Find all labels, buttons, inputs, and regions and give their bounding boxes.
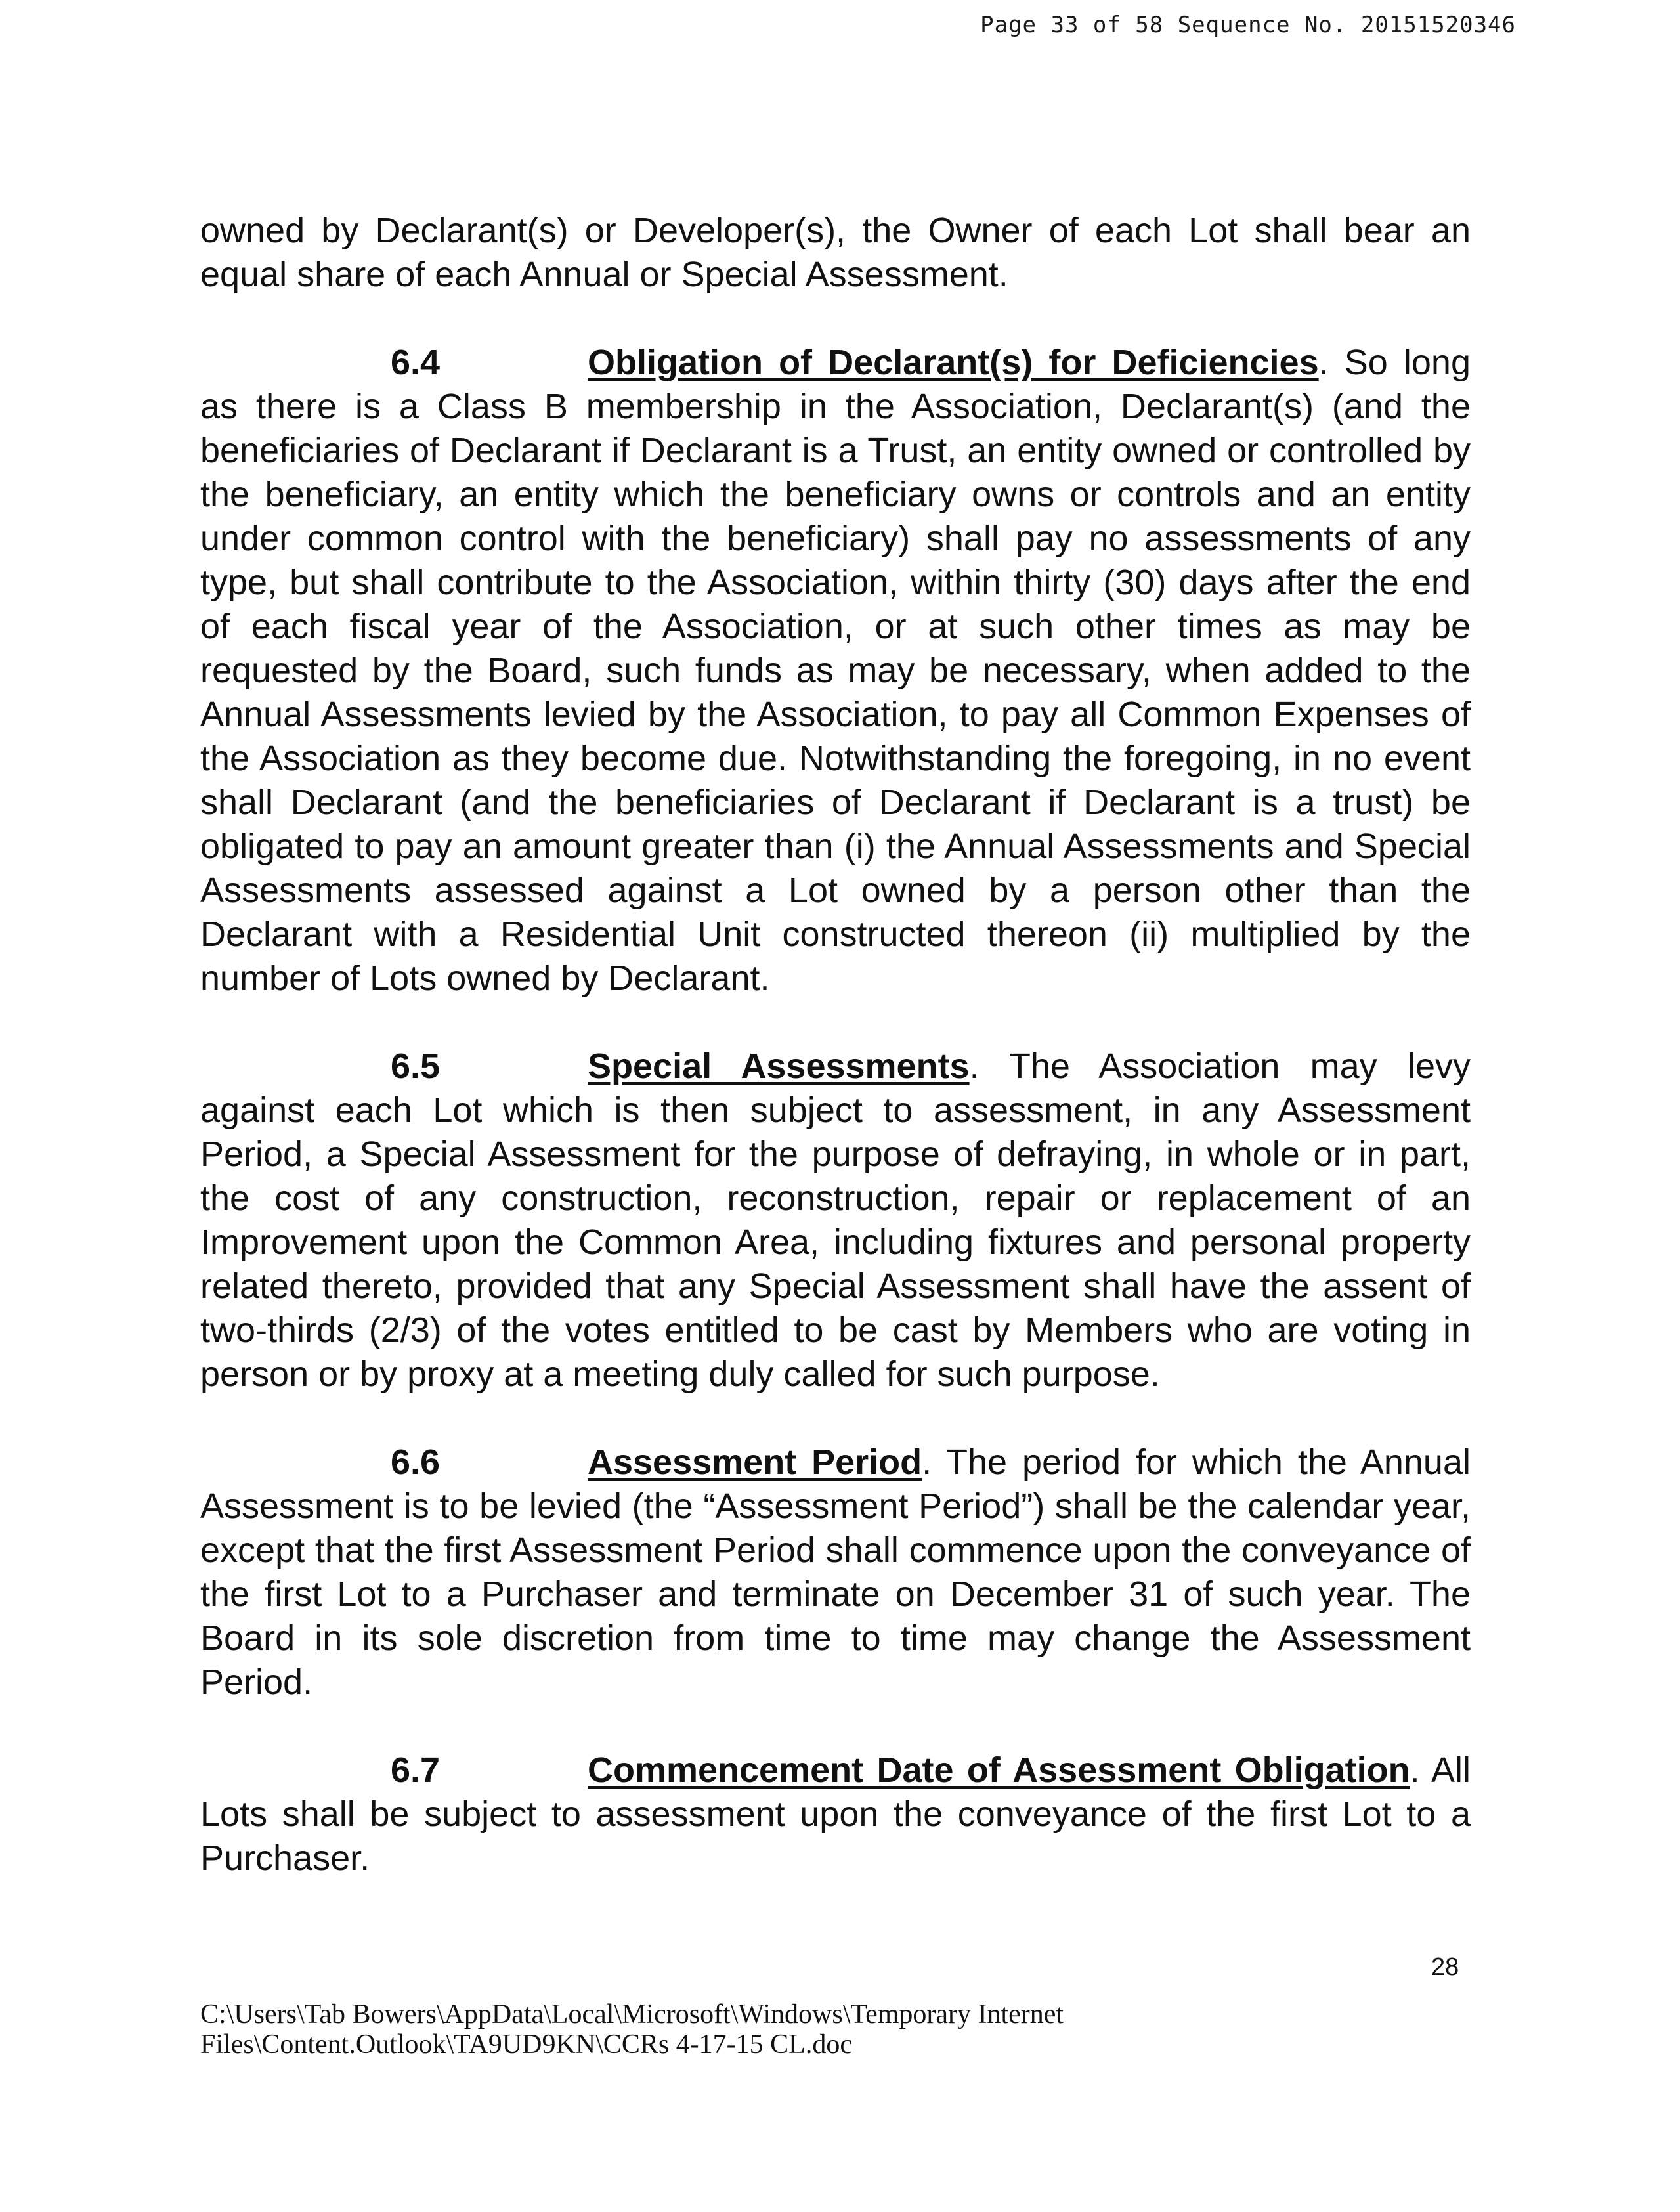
section-title: Assessment Period xyxy=(588,1442,922,1482)
section-6-5 xyxy=(200,1045,1471,1397)
file-path-footer xyxy=(200,1999,1316,2060)
section-6-6 xyxy=(200,1441,1471,1704)
section-6-4 xyxy=(200,341,1471,1001)
intro-paragraph: owned by Declarant(s) or Developer(s), the Owner of each Lot shall bear an equal share of each Annual or Special Assessment. xyxy=(200,211,1471,294)
section-body: . So long as there is a Class B membership in the Association, Declarant(s) (and the beneficiaries of Declarant if Declarant is a Trust, an entity owned or controlled by the beneficiary, an entity which the beneficiary owns or controls and an entity under common control with the beneficiary) shall pay no assessments of any type, but shall contribute to the Association, within thirty (30) days after the end of each fiscal year of the Association, or at such other times as may be requested by the Board, such funds as may be necessary, when added to the Annual Assessments levied by the Association, to pay all Common Expenses of the Association as they become due. Notwithstanding the foregoing, in no event shall Declarant (and the beneficiaries of Declarant if Declarant is a trust) be obligated to pay an amount greater than (i) the Annual Assessments and Special Assessments assessed against a Lot owned by a person other than the Declarant with a Residential Unit constructed thereon (ii) multiplied by the number of Lots owned by Declarant. xyxy=(200,343,1471,998)
section-body: . The period for which the Annual Assessment is to be levied (the “Assessment Period”) shall be the calendar year, except that the first Assessment Period shall commence upon the conveyance of the first Lot to a Purchaser and terminate on December 31 of such year. The Board in its sole discretion from time to time may change the Assessment Period. xyxy=(200,1442,1471,1702)
section-title: Commencement Date of Assessment Obligation xyxy=(588,1750,1410,1790)
section-title: Special Assessments xyxy=(588,1047,970,1086)
section-number: 6.7 xyxy=(391,1750,441,1790)
section-number: 6.4 xyxy=(391,343,441,382)
section-number: 6.5 xyxy=(391,1047,441,1086)
section-body: . All Lots shall be subject to assessment upon the conveyance of the first Lot to a Purchaser. xyxy=(200,1750,1471,1878)
section-6-7 xyxy=(200,1748,1471,1880)
page-header: Page 33 of 58 Sequence No. 20151520346 xyxy=(980,12,1516,38)
section-body: . The Association may levy against each Lot which is then subject to assessment, in any Assessment Period, a Special Assessment for the purpose of defraying, in whole or in part, the cost of any construction, reconstruction, repair or replacement of an Improvement upon the Common Area, including fixtures and personal property related thereto, provided that any Special Assessment shall have the assent of two-thirds (2/3) of the votes entitled to be cast by Members who are voting in person or by proxy at a meeting duly called for such purpose. xyxy=(200,1047,1471,1394)
section-number: 6.6 xyxy=(391,1442,441,1482)
section-title: Obligation of Declarant(s) for Deficiencies xyxy=(588,343,1319,382)
file-path-line-2: Files\Content.Outlook\TA9UD9KN\CCRs 4-17-15 CL.doc xyxy=(200,2029,852,2060)
document-body xyxy=(200,209,1471,1924)
file-path-line-1: C:\Users\Tab Bowers\AppData\Local\Microsoft\Windows\Temporary Internet xyxy=(200,1999,1064,2029)
page-number: 28 xyxy=(1431,1953,1459,1981)
